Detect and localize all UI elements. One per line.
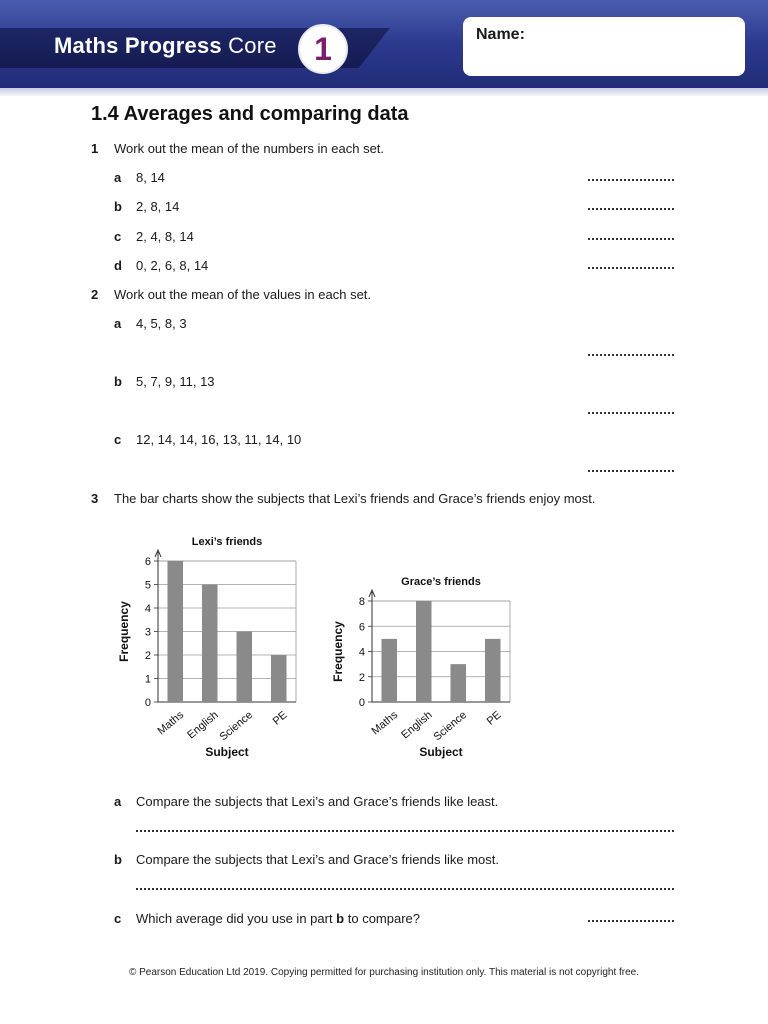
q2c-label: c xyxy=(114,432,122,447)
name-label: Name: xyxy=(476,26,525,43)
question-2-number: 2 xyxy=(91,287,99,302)
chart-0-tick-label: 2 xyxy=(144,650,151,662)
name-field[interactable] xyxy=(463,17,745,76)
chart-lexis-friends xyxy=(108,528,308,766)
q2a-text: 4, 5, 8, 3 xyxy=(136,316,187,331)
header-banner xyxy=(0,0,768,96)
q2b-answer-line[interactable] xyxy=(588,412,674,414)
chart-1-bar xyxy=(485,639,501,702)
chart-0-title: Lexi’s friends xyxy=(191,536,263,548)
chart-1-category-label: PE xyxy=(484,709,504,728)
chart-0-bar xyxy=(271,655,287,702)
chart-0-tick-label: 0 xyxy=(144,697,151,709)
chart-0-tick-label: 5 xyxy=(144,579,151,592)
chart-1-tick-label: 4 xyxy=(358,646,365,659)
chart-1-bar xyxy=(381,639,397,702)
q1d-answer-line[interactable] xyxy=(588,267,674,269)
q1b-answer-line[interactable] xyxy=(588,208,674,210)
chart-0-tick-label: 3 xyxy=(144,626,151,639)
q1a-text: 8, 14 xyxy=(136,170,165,185)
q1d-text: 0, 2, 6, 8, 14 xyxy=(136,258,209,273)
chart-1-tick-label: 2 xyxy=(358,671,365,684)
brand-logo xyxy=(54,33,277,59)
q3c-label: c xyxy=(114,911,122,926)
question-3-number: 3 xyxy=(91,491,99,506)
chart-0-x-axis-label: Subject xyxy=(205,745,249,759)
chart-0-bar xyxy=(236,632,252,703)
q3c-text-before: Which average did you use in part xyxy=(136,911,337,926)
q3c-text-bold: b xyxy=(336,911,345,926)
chart-1-tick-label: 0 xyxy=(358,697,365,709)
q2b-text: 5, 7, 9, 11, 13 xyxy=(136,374,215,389)
chart-0-tick-label: 1 xyxy=(144,673,151,686)
question-1-text: Work out the mean of the numbers in each set. xyxy=(114,141,385,156)
q2b-label: b xyxy=(114,374,122,389)
chart-1-title: Grace’s friends xyxy=(401,576,481,588)
q1b-text: 2, 8, 14 xyxy=(136,199,180,214)
chart-0-bar xyxy=(202,585,218,703)
q2a-label: a xyxy=(114,316,122,331)
chart-0-bar xyxy=(167,561,183,702)
q2a-answer-line[interactable] xyxy=(588,354,674,356)
chart-0-category-label: PE xyxy=(270,709,290,728)
page-title: 1.4 Averages and comparing data xyxy=(91,103,409,125)
chart-0-category-label: English xyxy=(185,709,221,742)
q3c-text-after: to compare? xyxy=(344,911,420,926)
banner-divider xyxy=(0,88,768,96)
q3b-answer-line[interactable] xyxy=(136,888,674,890)
chart-0-tick-label: 4 xyxy=(144,603,151,615)
chart-1-bar xyxy=(416,601,432,702)
q1c-answer-line[interactable] xyxy=(588,238,674,240)
q2c-text: 12, 14, 14, 16, 13, 11, 14, 10 xyxy=(136,432,302,447)
chart-1-category-label: Maths xyxy=(369,709,401,738)
chart-1-tick-label: 8 xyxy=(358,596,365,608)
q3c-text xyxy=(136,911,420,926)
chart-0-tick-label: 6 xyxy=(144,556,151,568)
question-3-text: The bar charts show the subjects that Lexi’s friends and Grace’s friends enjoy most. xyxy=(114,491,596,506)
q3a-text: Compare the subjects that Lexi’s and Grace’s friends like least. xyxy=(136,794,499,809)
chart-1-y-axis-label: Frequency xyxy=(331,621,345,682)
q3c-answer-line[interactable] xyxy=(588,920,674,922)
chart-1-category-label: Science xyxy=(431,709,470,744)
q3a-answer-line[interactable] xyxy=(136,830,674,832)
chart-1-bar xyxy=(450,664,466,702)
q1a-answer-line[interactable] xyxy=(588,179,674,181)
brand-bold: Maths Progress xyxy=(54,33,222,58)
level-badge: 1 xyxy=(298,24,348,74)
q3b-text: Compare the subjects that Lexi’s and Grace’s friends like most. xyxy=(136,852,499,867)
q1d-label: d xyxy=(114,258,122,273)
chart-graces-friends xyxy=(322,570,522,766)
q1a-label: a xyxy=(114,170,122,185)
q2c-answer-line[interactable] xyxy=(588,470,674,472)
q1c-text: 2, 4, 8, 14 xyxy=(136,229,194,244)
question-2-text: Work out the mean of the values in each set. xyxy=(114,287,372,302)
q3b-label: b xyxy=(114,852,122,867)
chart-0-category-label: Maths xyxy=(155,709,187,738)
chart-1-x-axis-label: Subject xyxy=(419,745,463,759)
brand-light: Core xyxy=(228,33,277,58)
chart-0-category-label: Science xyxy=(217,709,256,744)
q1c-label: c xyxy=(114,229,122,244)
chart-0-y-axis-label: Frequency xyxy=(117,601,131,662)
q1b-label: b xyxy=(114,199,122,214)
chart-1-category-label: English xyxy=(399,709,435,742)
chart-1-tick-label: 6 xyxy=(358,621,365,634)
copyright-footer: © Pearson Education Ltd 2019. Copying permitted for purchasing institution only. This material is not copyright free. xyxy=(128,967,640,978)
q3a-label: a xyxy=(114,794,122,809)
question-1-number: 1 xyxy=(91,141,99,156)
